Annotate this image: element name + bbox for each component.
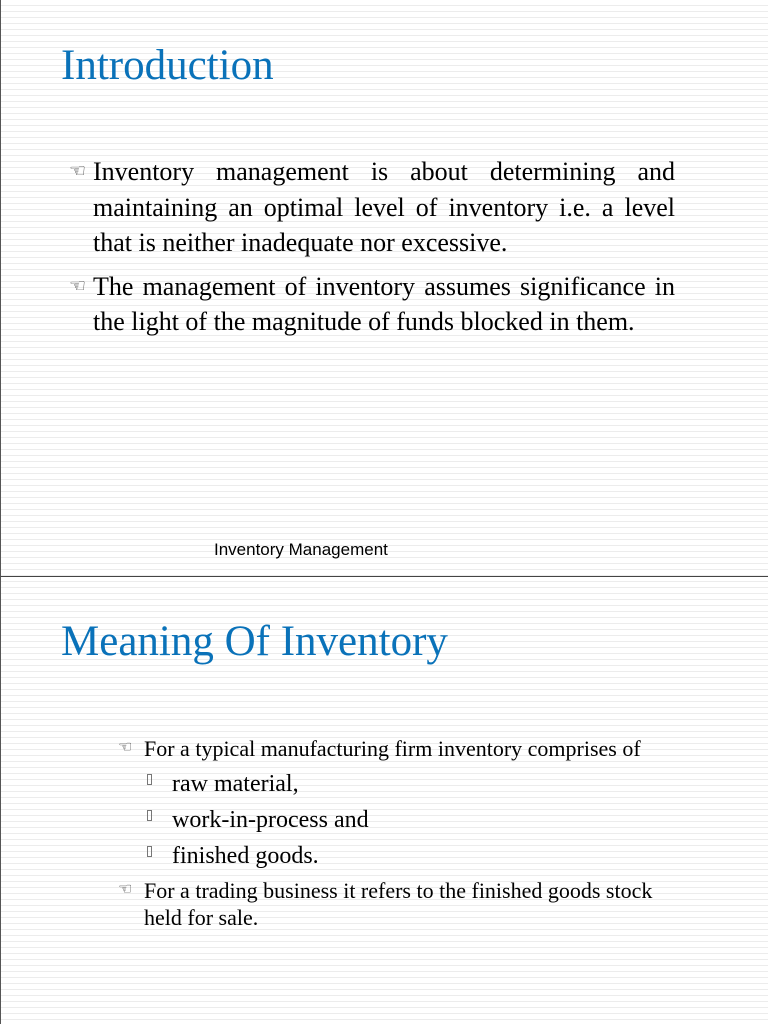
bullet-item [69,154,675,261]
slide-footer: Inventory Management [214,540,388,559]
pointing-hand-icon: ☜ [69,161,87,182]
sub-bullet-list [144,766,688,874]
sub-bullet-text: work-in-process and [172,807,369,833]
bullet-text: Inventory management is about determining and maintaining an optimal level of inventory i.e. a level that is neither inadequate nor excessive. [93,157,675,257]
bullet-text: The management of inventory assumes significance in the light of the magnitude of funds blocked in them. [93,271,675,336]
pointing-hand-icon: ☜ [118,739,133,756]
bullet-item [118,735,688,874]
bullet-text: For a typical manufacturing firm inventory comprises of [144,736,641,761]
slide-title: Meaning Of Inventory [61,618,448,665]
sub-bullet-item [144,802,688,838]
slide-meaning-of-inventory [0,576,768,1024]
bullet-text: For a trading business it refers to the finished goods stock held for sale. [144,878,653,930]
bullet-item [118,877,688,931]
sub-bullet-text: finished goods. [172,843,319,869]
bullet-list [118,735,688,931]
bullet-list [69,154,675,348]
box-bullet-icon [147,846,152,857]
sub-bullet-item [144,838,688,874]
pointing-hand-icon: ☜ [69,275,87,297]
sub-bullet-text: raw material, [172,771,299,797]
slide-title: Introduction [61,42,274,89]
box-bullet-icon [147,774,152,785]
bullet-item [69,269,675,340]
box-bullet-icon [147,810,152,821]
pointing-hand-icon: ☜ [118,881,133,898]
sub-bullet-item [144,766,688,802]
